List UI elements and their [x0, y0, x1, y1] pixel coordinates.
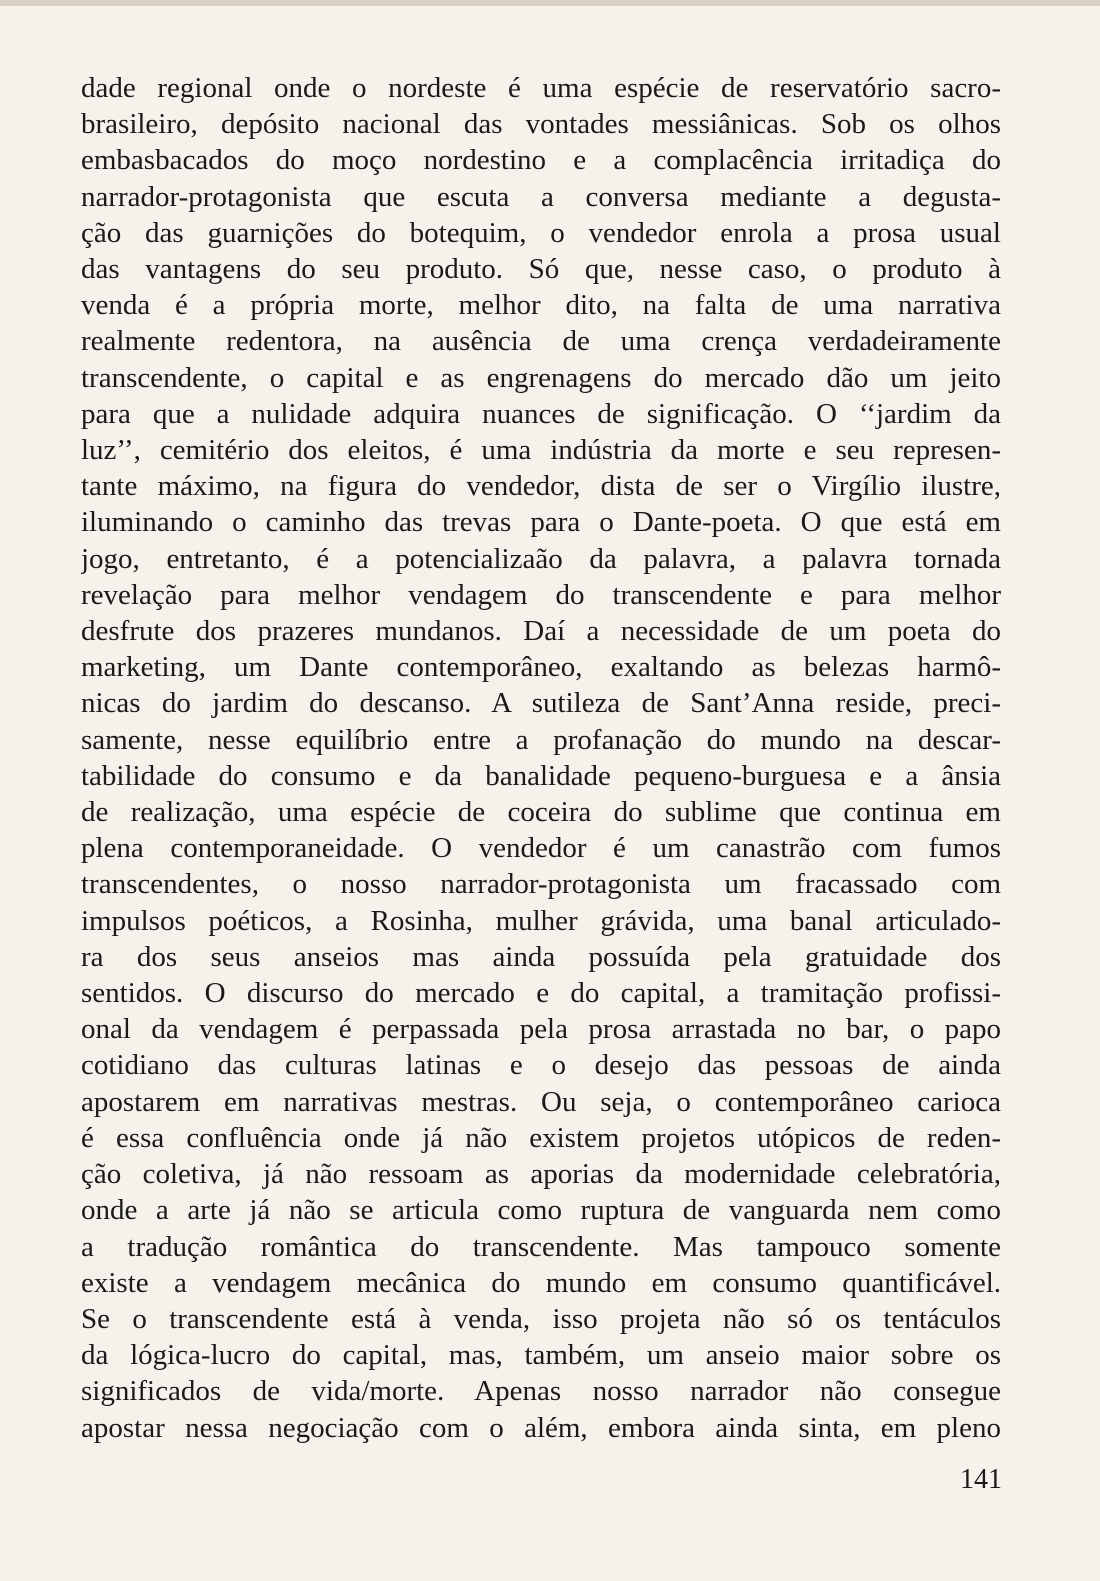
- body-text: [81, 70, 1001, 1446]
- text-line: dade regional onde o nordeste é uma espécie de reservatório sacro-: [81, 72, 1001, 104]
- text-line: de realização, uma espécie de coceira do sublime que continua em: [81, 796, 1001, 829]
- text-line: brasileiro, depósito nacional das vontades messiânicas. Sob os olhos: [81, 108, 1001, 141]
- text-line: revelação para melhor vendagem do transcendente e para melhor: [81, 578, 1001, 611]
- text-line: a tradução romântica do transcendente. Mas tampouco somente: [81, 1230, 1001, 1263]
- text-line: tabilidade do consumo e da banalidade pequeno-burguesa e a ânsia: [81, 759, 1001, 792]
- text-line: embasbacados do moço nordestino e a complacência irritadiça do: [81, 144, 1001, 177]
- text-line: luz’’, cemitério dos eleitos, é uma indústria da morte e seu represen-: [81, 434, 1001, 467]
- text-line: da lógica-lucro do capital, mas, também, um anseio maior sobre os: [81, 1339, 1001, 1372]
- text-line: ção das guarnições do botequim, o vendedor enrola a prosa usual: [81, 216, 1001, 249]
- text-line: transcendentes, o nosso narrador-protagonista um fracassado com: [81, 868, 1001, 901]
- text-line: transcendente, o capital e as engrenagens do mercado dão um jeito: [81, 361, 1001, 394]
- text-line: é essa confluência onde já não existem projetos utópicos de reden-: [81, 1121, 1001, 1154]
- text-line: realmente redentora, na ausência de uma crença verdadeiramente: [81, 325, 1001, 358]
- text-line: sentidos. O discurso do mercado e do capital, a tramitação profissi-: [81, 977, 1001, 1010]
- text-line: para que a nulidade adquira nuances de significação. O ‘‘jardim da: [81, 397, 1001, 430]
- text-line: iluminando o caminho das trevas para o Dante-poeta. O que está em: [81, 506, 1001, 539]
- text-line: marketing, um Dante contemporâneo, exaltando as belezas harmô-: [81, 651, 1001, 684]
- text-line: onde a arte já não se articula como ruptura de vanguarda nem como: [81, 1194, 1001, 1227]
- text-line: samente, nesse equilíbrio entre a profanação do mundo na descar-: [81, 723, 1001, 756]
- text-line: impulsos poéticos, a Rosinha, mulher grávida, uma banal articulado-: [81, 904, 1001, 937]
- text-line: plena contemporaneidade. O vendedor é um canastrão com fumos: [81, 832, 1001, 865]
- text-line: jogo, entretanto, é a potencializaão da palavra, a palavra tornada: [81, 542, 1001, 575]
- text-line: existe a vendagem mecânica do mundo em consumo quantificável.: [81, 1266, 1001, 1299]
- text-line: tante máximo, na figura do vendedor, dista de ser o Virgílio ilustre,: [81, 470, 1001, 503]
- text-line: apostarem em narrativas mestras. Ou seja, o contemporâneo carioca: [81, 1085, 1001, 1118]
- text-line: cotidiano das culturas latinas e o desejo das pessoas de ainda: [81, 1049, 1001, 1082]
- text-line: ção coletiva, já não ressoam as aporias da modernidade celebratória,: [81, 1158, 1001, 1191]
- text-line: venda é a própria morte, melhor dito, na falta de uma narrativa: [81, 289, 1001, 322]
- text-line: nicas do jardim do descanso. A sutileza de Sant’Anna reside, preci-: [81, 687, 1001, 720]
- text-line: Se o transcendente está à venda, isso projeta não só os tentáculos: [81, 1302, 1001, 1335]
- text-line: ra dos seus anseios mas ainda possuída pela gratuidade dos: [81, 940, 1001, 973]
- text-line: desfrute dos prazeres mundanos. Daí a necessidade de um poeta do: [81, 615, 1001, 648]
- text-line: significados de vida/morte. Apenas nosso narrador não consegue: [81, 1375, 1001, 1408]
- page-number: 141: [960, 1464, 1002, 1495]
- text-line: narrador-protagonista que escuta a conversa mediante a degusta-: [81, 180, 1001, 213]
- text-line: onal da vendagem é perpassada pela prosa arrastada no bar, o papo: [81, 1013, 1001, 1046]
- text-line: das vantagens do seu produto. Só que, nesse caso, o produto à: [81, 253, 1001, 286]
- text-line: apostar nessa negociação com o além, embora ainda sinta, em pleno: [81, 1411, 1001, 1444]
